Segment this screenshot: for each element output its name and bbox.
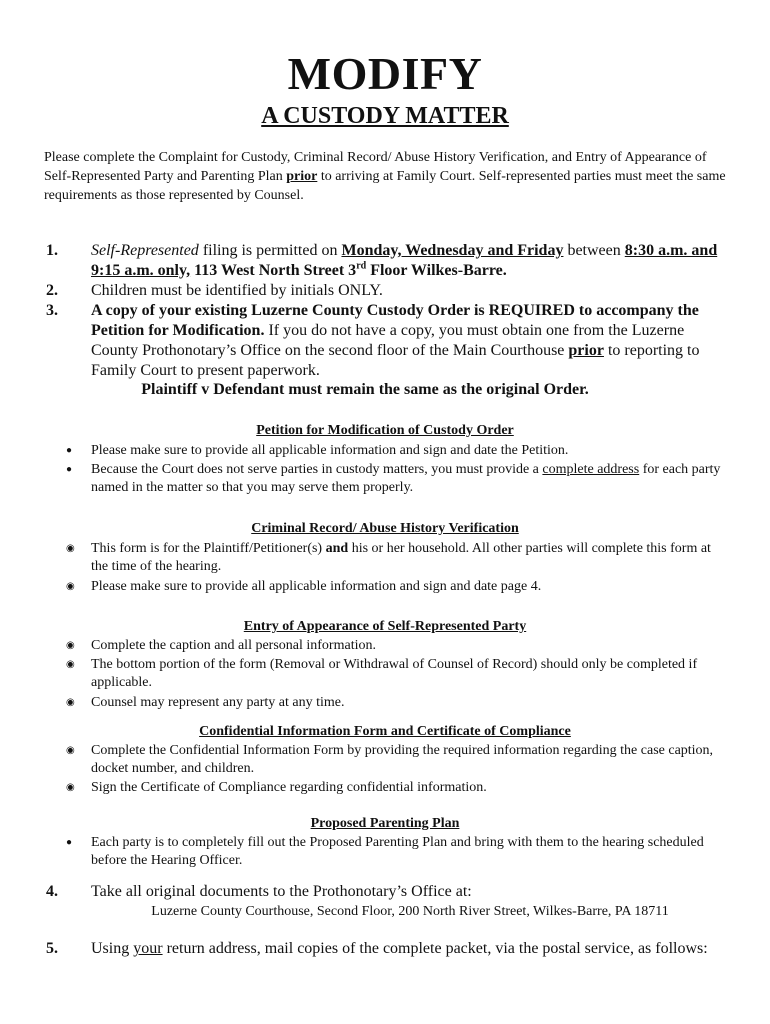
bullet-icon: ◉: [66, 640, 75, 651]
item-3-text: [91, 301, 731, 381]
item-1-days: Monday, Wednesday and Friday: [341, 242, 564, 259]
item-3-note: Plaintiff v Defendant must remain the same as the original Order.: [141, 381, 589, 398]
intro-paragraph: [44, 148, 734, 205]
item-3-t2: to reporting to Family Court to present paperwork.: [91, 342, 700, 379]
confidential-bullet-1: Complete the Confidential Information Form by providing the required information regarding the case caption, docket number, and children.: [91, 743, 714, 776]
item-2-number: 2.: [46, 282, 58, 299]
item-5-t1: Using: [91, 940, 134, 957]
bullet-icon: ◉: [66, 543, 75, 554]
item-1-italic: Self-Represented: [91, 242, 199, 259]
bullet-icon: ●: [66, 464, 73, 475]
criminal-b1-t2: his or her household. All other parties will complete this form at the time of the hearing.: [91, 541, 711, 574]
intro-text-2: to arriving at Family Court. Self-represented parties must meet the same requirements as those represented by Counsel.: [44, 169, 726, 203]
item-5-number: 5.: [46, 940, 58, 957]
criminal-b1-and: and: [325, 541, 349, 556]
item-1-number: 1.: [46, 242, 58, 259]
bullet-icon: ◉: [66, 782, 75, 793]
entry-bullet-2: The bottom portion of the form (Removal or Withdrawal of Counsel of Record) should only be completed if applicable.: [91, 657, 698, 690]
criminal-b1-t1: This form is for the Plaintiff/Petitioner(s): [91, 541, 326, 556]
item-3-bold: A copy of your existing Luzerne County Custody Order is REQUIRED to accompany the Petition for Modification.: [91, 302, 699, 339]
section-heading-parenting: Proposed Parenting Plan: [310, 816, 460, 831]
bullet-icon: ◉: [66, 659, 75, 670]
item-1-location: 113 West North Street 3: [190, 262, 357, 279]
parenting-bullet-1: Each party is to completely fill out the Proposed Parenting Plan and bring with them to the hearing scheduled before the Hearing Officer.: [91, 835, 704, 868]
item-4-number: 4.: [46, 883, 58, 900]
bullet-icon: ●: [66, 445, 73, 456]
section-heading-entry: Entry of Appearance of Self-Represented Party: [243, 619, 527, 634]
item-1-t2: between: [563, 242, 625, 259]
entry-bullet-3: Counsel may represent any party at any time.: [91, 695, 345, 710]
item-3-prior: prior: [568, 342, 604, 359]
bullet-icon: ◉: [66, 697, 75, 708]
petition-bullet-2: [91, 461, 721, 497]
bullet-icon: ●: [66, 837, 73, 848]
section-heading-petition: Petition for Modification of Custody Order: [256, 423, 514, 438]
petition-b2-complete-address: complete address: [542, 462, 640, 477]
item-3-number: 3.: [46, 302, 58, 319]
entry-bullet-1: Complete the caption and all personal information.: [91, 638, 376, 653]
criminal-bullet-2: Please make sure to provide all applicable information and sign and date page 4.: [91, 579, 542, 594]
item-1-text: [91, 241, 731, 281]
item-5-text: [91, 939, 731, 959]
item-4-text: Take all original documents to the Prothonotary’s Office at:: [91, 883, 472, 900]
item-1-t1: filing is permitted on: [198, 242, 342, 259]
item-1-time: 8:30 a.m. and 9:15 a.m. only,: [91, 242, 718, 279]
item-1-sup: rd: [356, 260, 367, 272]
item-4-address: Luzerne County Courthouse, Second Floor, 200 North River Street, Wilkes-Barre, PA 18711: [151, 904, 669, 919]
bullet-icon: ◉: [66, 581, 75, 592]
petition-b2-t2: for each party named in the matter so that you may serve them properly.: [91, 462, 721, 495]
confidential-bullet-2: Sign the Certificate of Compliance regarding confidential information.: [91, 780, 487, 795]
item-5-t2: return address, mail copies of the complete packet, via the postal service, as follows:: [162, 940, 708, 957]
item-2-text: Children must be identified by initials ONLY.: [91, 282, 383, 299]
intro-text-1: Please complete the Complaint for Custody, Criminal Record/ Abuse History Verification, and Entry of Appearance of Self-Represented Party and Parenting Plan: [44, 150, 707, 184]
section-heading-confidential: Confidential Information Form and Certificate of Compliance: [199, 724, 571, 739]
item-1-location-2: Floor Wilkes-Barre.: [366, 262, 507, 279]
intro-prior: prior: [286, 169, 318, 184]
page-subtitle: A CUSTODY MATTER: [261, 103, 509, 129]
section-heading-criminal: Criminal Record/ Abuse History Verification: [251, 521, 519, 536]
petition-bullet-1: Please make sure to provide all applicable information and sign and date the Petition.: [91, 443, 569, 458]
page-title: MODIFY: [287, 48, 483, 99]
bullet-icon: ◉: [66, 745, 75, 756]
item-5-your: your: [133, 940, 163, 957]
item-3-t1: If you do not have a copy, you must obtain one from the Luzerne County Prothonotary’s Office on the second floor of the Main Courthouse: [91, 322, 685, 359]
petition-b2-t1: Because the Court does not serve parties in custody matters, you must provide a: [91, 462, 543, 477]
criminal-bullet-1: [91, 540, 721, 576]
